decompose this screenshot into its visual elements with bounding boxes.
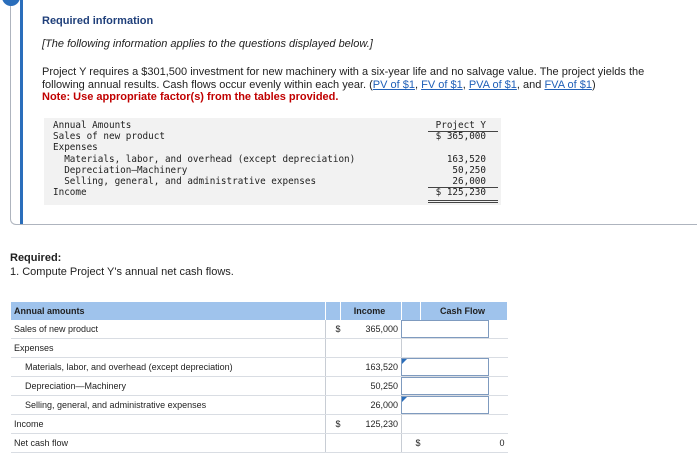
pv-table-link[interactable]: PV of $1	[372, 78, 415, 91]
given-line: Materials, labor, and overhead (except depreciation)	[53, 153, 356, 165]
header-underline	[428, 131, 498, 132]
fva-table-link[interactable]: FVA of $1	[544, 78, 592, 91]
row-label: Income	[11, 415, 326, 434]
dollar-sign: $	[326, 320, 341, 339]
table-row	[11, 320, 508, 339]
answer-flag-icon	[402, 359, 407, 364]
link-separator: ,	[462, 78, 469, 91]
table-row	[11, 396, 508, 415]
note-text: Note: Use appropriate factor(s) from the tables provided.	[42, 91, 339, 103]
required-info-title: Required information	[42, 15, 154, 27]
given-line: Expenses	[53, 142, 98, 154]
net-cash-flow-dollar: $	[402, 434, 421, 453]
given-value: 26,000	[452, 176, 486, 188]
given-left-column	[53, 120, 355, 198]
table-row	[11, 434, 508, 453]
row-label: Depreciation—Machinery	[11, 377, 326, 396]
table-row	[11, 377, 508, 396]
cash-flow-input-sales[interactable]	[401, 320, 489, 338]
table-row	[11, 415, 508, 434]
header-spacer	[326, 302, 341, 320]
answer-flag-icon	[402, 397, 407, 402]
empty-cell	[402, 339, 508, 358]
dollar-sign: $	[326, 415, 341, 434]
link-separator: , and	[516, 78, 545, 91]
row-label: Expenses	[11, 339, 326, 358]
fv-table-link[interactable]: FV of $1	[421, 78, 463, 91]
given-value: 163,520	[446, 153, 486, 165]
given-line: Depreciation—Machinery	[53, 164, 188, 176]
table-row	[11, 358, 508, 377]
given-value: Project Y	[435, 120, 486, 131]
empty-cell	[326, 358, 341, 377]
income-value: 163,520	[341, 358, 402, 377]
problem-statement: Project Y requires a $301,500 investment for new machinery with a six-year life and no salvage value. The project yields the following annual results. Cash flows occur evenly within each year. (	[42, 66, 645, 91]
empty-cell	[326, 339, 341, 358]
info-subtitle: [The following information applies to the questions displayed below.]	[42, 38, 373, 50]
cash-flow-cell	[402, 320, 508, 339]
given-value: 50,250	[452, 164, 486, 176]
answer-table	[11, 302, 508, 453]
given-line: Selling, general, and administrative expenses	[53, 176, 317, 188]
header-income: Income	[341, 302, 402, 320]
given-line: Annual Amounts	[53, 120, 132, 131]
row-label: Selling, general, and administrative expenses	[11, 396, 326, 415]
net-cash-flow-value: 0	[421, 434, 508, 453]
row-label: Net cash flow	[11, 434, 326, 453]
problem-text	[42, 66, 682, 104]
total-double-rule	[428, 202, 498, 203]
empty-cell	[326, 377, 341, 396]
row-label: Materials, labor, and overhead (except depreciation)	[11, 358, 326, 377]
income-value: 125,230	[341, 415, 402, 434]
pva-table-link[interactable]: PVA of $1	[468, 78, 517, 91]
cash-flow-cell	[402, 396, 508, 415]
row-label: Sales of new product	[11, 320, 326, 339]
answer-table-header	[11, 302, 508, 320]
given-value: $ 365,000	[435, 131, 486, 143]
income-value: 26,000	[341, 396, 402, 415]
given-line: Income	[53, 187, 87, 199]
cash-flow-input-depreciation[interactable]	[401, 377, 489, 395]
subtotal-rule	[428, 187, 498, 188]
header-spacer	[402, 302, 421, 320]
empty-cell	[326, 434, 341, 453]
income-value: 365,000	[341, 320, 402, 339]
cash-flow-cell	[402, 377, 508, 396]
header-cash-flow: Cash Flow	[421, 302, 508, 320]
required-question: 1. Compute Project Y's annual net cash flows.	[10, 266, 234, 278]
cash-flow-cell	[402, 358, 508, 377]
given-line: Sales of new product	[53, 131, 165, 143]
table-row	[11, 339, 508, 358]
cash-flow-input-materials[interactable]	[401, 358, 489, 376]
empty-cell	[326, 396, 341, 415]
empty-cell	[341, 434, 402, 453]
income-value: 50,250	[341, 377, 402, 396]
total-rule	[428, 200, 498, 201]
cash-flow-input-selling[interactable]	[401, 396, 489, 414]
required-heading: Required:	[10, 252, 62, 264]
header-annual-amounts: Annual amounts	[11, 302, 326, 320]
given-value: $ 125,230	[435, 187, 486, 199]
empty-cell	[402, 415, 508, 434]
link-separator: ,	[414, 78, 422, 91]
empty-cell	[341, 339, 402, 358]
paren-close: )	[591, 78, 596, 91]
